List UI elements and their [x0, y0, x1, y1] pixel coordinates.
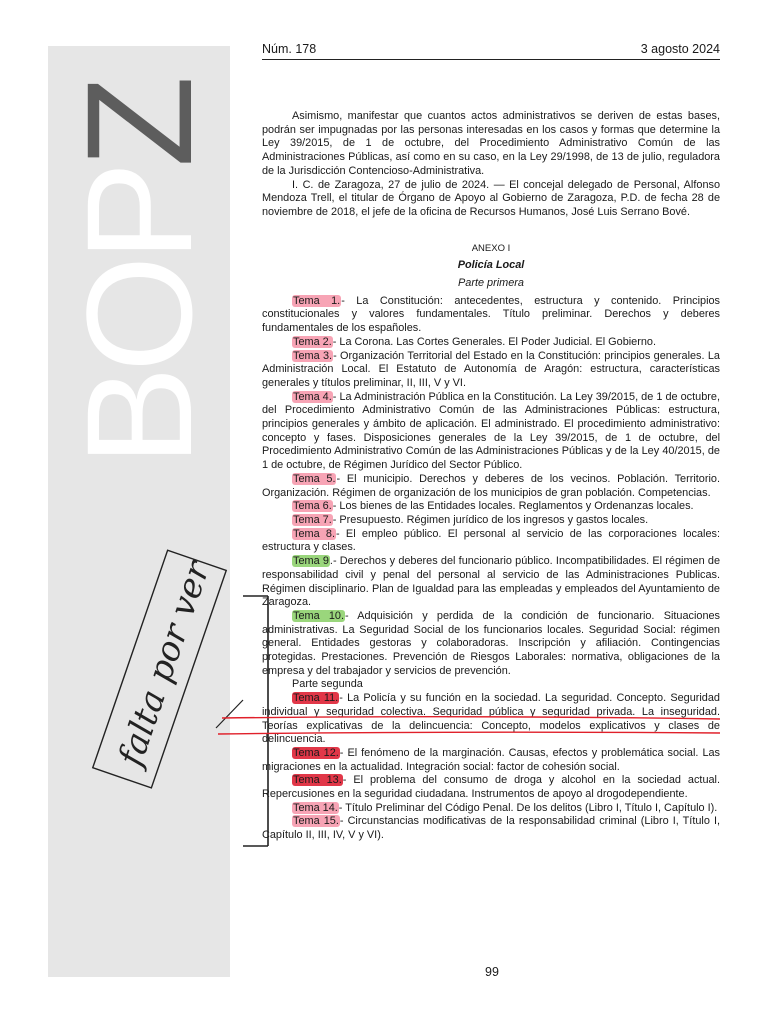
- tema-text: - La Constitución: antecedentes, estructura y contenido. Principios constitucionales y valores fundamentales. Título preliminar. Derechos y deberes fundamentales de los españoles.: [262, 294, 720, 335]
- tema-text: - La Administración Pública en la Constitución. La Ley 39/2015, de 1 de octubre, del Procedimiento Administrativo Común de las Administraciones Públicas: estructura, principios generales y ámbito de aplicación. El administrado. El procedimiento administrativo: concepto y fases. Disposiciones generales de la Ley 39/2015, de 1 de octubre, del Procedimiento Administrativo Común de las Administraciones Públicas y de la Ley 40/2015, de 1 de octubre, de Régimen Jurídico del Sector Público.: [262, 390, 720, 472]
- tema-text: - La Policía y su función en la sociedad. La seguridad. Concepto. Seguridad individual y seguridad colectiva. Seguridad pública y seguridad privada. La inseguridad. Teorías explicativas de la delincuencia: Concepto, modelos explicativos y clases de delincuencia.: [262, 692, 720, 746]
- tema-14: [262, 802, 720, 816]
- bopz-logo: [55, 81, 223, 467]
- tema-text: - Adquisición y perdida de la condición de funcionario. Situaciones administrativas. La Seguridad Social de los funcionarios locales. Seguridad Social: régimen general. Entidades gestoras y colaboradoras. Inscripción y afiliación. Contingencias protegidas. Prestaciones. Prevención de Riesgos Laborales: normativa, obligaciones de la empresa y del trabajador y servicios de prevención.: [262, 609, 720, 677]
- tema-label: Tema 3.: [293, 349, 333, 362]
- tema-8: [262, 528, 720, 555]
- sidebar-band: [48, 46, 230, 977]
- tema-13: [262, 774, 720, 801]
- tema-label: Tema 11.: [293, 692, 339, 705]
- tema-text: - Los bienes de las Entidades locales. Reglamentos y Ordenanzas locales.: [332, 500, 694, 513]
- part-two-heading: Parte segunda: [292, 678, 363, 691]
- tema-text: - Presupuesto. Régimen jurídico de los ingresos y gastos locales.: [332, 513, 649, 526]
- anexo-subtitle: Policía Local: [457, 259, 525, 272]
- tema-text: - Organización Territorial del Estado en la Constitución: principios generales. La Administración Local. El Estatuto de Autonomía de Aragón: estructura, características generales y títulos preliminar, II, III, V y VI.: [262, 349, 720, 389]
- anexo-title: ANEXO I: [471, 242, 511, 254]
- tema-label: Tema 13.: [293, 774, 342, 787]
- tema-label: Tema 10.: [293, 609, 345, 622]
- paragraph-impugnacion: Asimismo, manifestar que cuantos actos administrativos se deriven de estas bases, podrán ser impugnadas por las personas interesadas en los casos y formas que determine la Ley 39/2015, de 1 de octubre, del Procedimiento Administrativo Común de las Administraciones Públicas, así como en su caso, en la Ley 29/1998, de 13 de julio, reguladora de la Jurisdicción Contencioso-Administrativa.: [262, 110, 720, 177]
- tema-5: [262, 473, 720, 500]
- tema-label: Tema 6.: [293, 500, 332, 513]
- tema-text: - El empleo público. El personal al servicio de las corporaciones locales: estructura y clases.: [262, 527, 720, 554]
- tema-text: - Título Preliminar del Código Penal. De los delitos (Libro I, Título I, Capítulo I).: [338, 801, 718, 814]
- tema-text: - El municipio. Derechos y deberes de los vecinos. Población. Territorio. Organización. Régimen de organización de los municipios de gran población. Competencias.: [262, 472, 720, 499]
- handwritten-note: falta por ver: [110, 556, 219, 772]
- tema-label: Tema 9: [293, 555, 329, 568]
- tema-1: [262, 295, 720, 336]
- tema-7: [262, 514, 720, 528]
- tema-label: Tema 15.: [293, 815, 339, 828]
- logo-prefix: BOP: [55, 167, 223, 467]
- tema-2: [262, 336, 720, 350]
- tema-label: Tema 7.: [293, 513, 332, 526]
- tema-label: Tema 8.: [293, 527, 336, 540]
- tema-label: Tema 4.: [293, 390, 332, 403]
- tema-text: - El problema del consumo de droga y alcohol en la sociedad actual. Repercusiones en la seguridad ciudadana. Instrumentos de apoyo al drogodependiente.: [262, 774, 720, 801]
- tema-4: [262, 391, 720, 473]
- issue-date: 3 agosto 2024: [640, 42, 720, 56]
- tema-label: Tema 1.: [293, 294, 341, 307]
- tema-3: [262, 350, 720, 391]
- tema-text: - La Corona. Las Cortes Generales. El Poder Judicial. El Gobierno.: [332, 335, 657, 348]
- page-header: [262, 42, 720, 60]
- part-one-heading: Parte primera: [458, 277, 524, 290]
- tema-9: [262, 555, 720, 610]
- issue-number: Núm. 178: [262, 42, 317, 56]
- page-number: 99: [485, 965, 499, 979]
- tema-10: [262, 610, 720, 679]
- tema-label: Tema 14.: [293, 801, 338, 814]
- tema-15: [262, 815, 720, 842]
- tema-text: - Circunstancias modificativas de la responsabilidad criminal (Libro I, Título I, Capítulo II, III, IV, V y VI).: [262, 815, 721, 842]
- paragraph-firma: I. C. de Zaragoza, 27 de julio de 2024. — El concejal delegado de Personal, Alfonso Mendoza Trell, el titular de Órgano de Apoyo al Gobierno de Zaragoza, P.D. de fecha 28 de noviembre de 2018, el jefe de la oficina de Recursos Humanos, José Luis Serrano Bové.: [262, 178, 720, 218]
- tema-label: Tema 2.: [293, 335, 332, 348]
- document-body: [262, 110, 720, 843]
- tema-12: [262, 747, 720, 774]
- logo-suffix: Z: [55, 81, 223, 168]
- tema-11: [262, 692, 720, 747]
- tema-text: - El fenómeno de la marginación. Causas, efectos y problemática social. Las migraciones en la actualidad. Integración social: factor de cohesión social.: [262, 746, 721, 773]
- tema-6: [262, 500, 720, 514]
- tema-label: Tema 12.: [293, 746, 339, 759]
- tema-text: .- Derechos y deberes del funcionario público. Incompatibilidades. El régimen de responsabilidad civil y penal del personal al servicio de las Administraciones Publicas. Régimen disciplinario. Plan de Igualdad para las empleadas y empleados del Ayuntamiento de Zaragoza.: [262, 555, 720, 609]
- tema-label: Tema 5.: [293, 472, 336, 485]
